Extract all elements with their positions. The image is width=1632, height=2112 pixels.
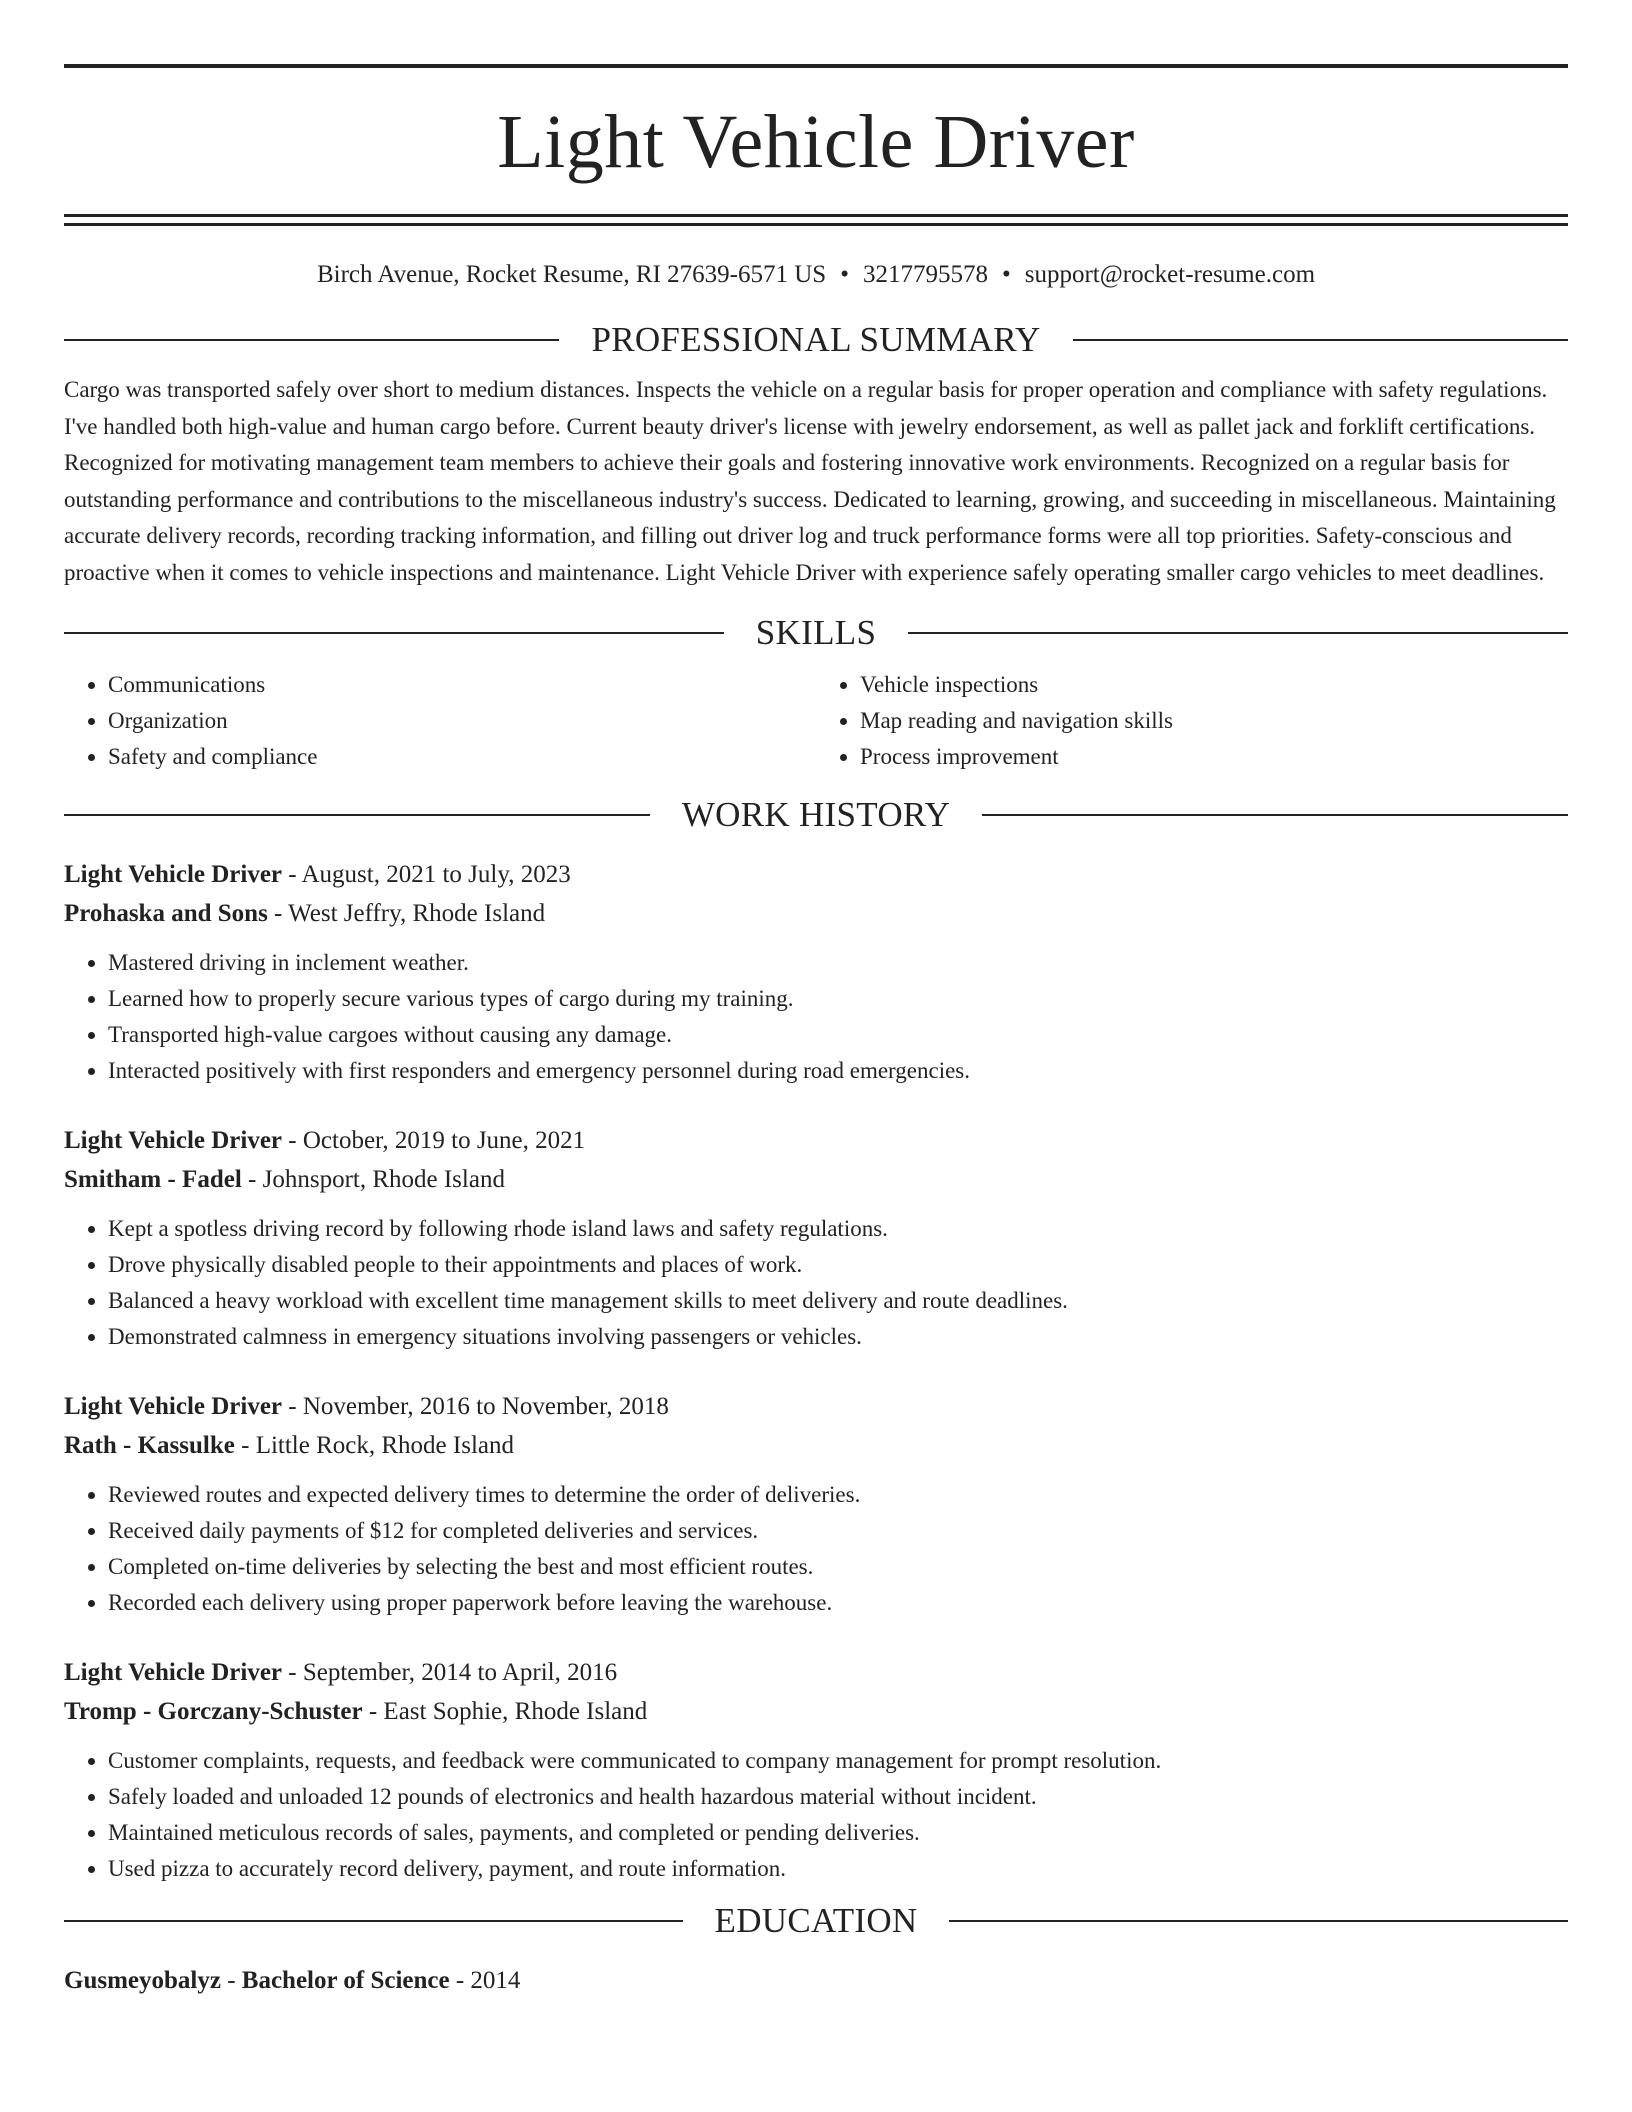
job-title-line [64,1387,1568,1426]
contact-separator: • [1001,261,1011,288]
job-entry [64,855,1568,1089]
job-company: Smitham - Fadel [64,1166,242,1193]
resume-title: Light Vehicle Driver [497,100,1135,184]
job-entry [64,1121,1568,1355]
resume-page [64,64,1568,2000]
job-bullet: • Used pizza to accurately record delivery, payment, and route information. [108,1851,1568,1887]
job-bullet: • Safely loaded and unloaded 12 pounds of electronics and health hazardous material without incident. [108,1779,1568,1815]
job-company: Prohaska and Sons [64,900,268,927]
heading-rule [908,632,1568,634]
job-dates: - September, 2014 to April, 2016 [282,1659,618,1686]
education-school: Gusmeyobalyz [64,1967,221,1994]
top-rule [64,64,1568,68]
job-role: Light Vehicle Driver [64,1659,283,1686]
job-bullet: • Transported high-value cargoes without causing any damage. [108,1017,1568,1053]
heading-rule [1073,339,1568,341]
job-title-line [64,1653,1568,1692]
job-bullet: • Mastered driving in inclement weather. [108,945,1568,981]
job-company-line [64,1160,1568,1199]
skill-item: • Safety and compliance [108,739,816,775]
job-title-line [64,1121,1568,1160]
job-bullet: • Customer complaints, requests, and feedback were communicated to company management for prompt resolution. [108,1743,1568,1779]
job-bullets [64,1743,1568,1887]
job-bullet: • Balanced a heavy workload with excellent time management skills to meet delivery and route deadlines. [108,1283,1568,1319]
skills-column-right [816,667,1568,775]
education-entry [64,1961,1568,2000]
section-title: WORK HISTORY [681,795,951,834]
job-entry [64,1653,1568,1887]
skill-item: • Communications [108,667,816,703]
skills-heading [64,613,1568,653]
section-title: SKILLS [755,613,877,652]
education-heading [64,1901,1568,1941]
summary-text: Cargo was transported safely over short to medium distances. Inspects the vehicle on a regular basis for proper operation and compliance with safety regulations. I've handled both high-value and human cargo before. Current beauty driver's license with jewelry endorsement, as well as pallet jack and forklift certifications. Recognized for motivating management team members to achieve their goals and fostering innovative work environments. Recognized on a regular basis for outstanding performance and contributions to the miscellaneous industry's success. Dedicated to learning, growing, and succeeding in miscellaneous. Maintaining accurate delivery records, recording tracking information, and filling out driver log and truck performance forms were all top priorities. Safety-conscious and proactive when it comes to vehicle inspections and maintenance. Light Vehicle Driver with experience safely operating smaller cargo vehicles to meet deadlines. [64,377,1556,585]
job-bullet: • Learned how to properly secure various types of cargo during my training. [108,981,1568,1017]
job-company: Tromp - Gorczany-Schuster [64,1698,363,1725]
job-entry [64,1387,1568,1621]
job-role: Light Vehicle Driver [64,1393,283,1420]
job-title-line [64,855,1568,894]
job-bullet: • Maintained meticulous records of sales, payments, and completed or pending deliveries. [108,1815,1568,1851]
job-bullets [64,1477,1568,1621]
job-bullet: • Kept a spotless driving record by following rhode island laws and safety regulations. [108,1211,1568,1247]
skill-item: • Organization [108,703,816,739]
section-title: PROFESSIONAL SUMMARY [591,320,1041,359]
section-title: EDUCATION [714,1901,918,1940]
skill-item: • Process improvement [860,739,1568,775]
summary-heading [64,320,1568,360]
skills-list [64,667,1568,775]
education-separator: - [220,1967,242,1994]
job-dates: - October, 2019 to June, 2021 [282,1127,586,1154]
job-bullets [64,1211,1568,1355]
heading-rule [64,1920,683,1922]
job-location: - East Sophie, Rhode Island [362,1698,648,1725]
job-role: Light Vehicle Driver [64,1127,283,1154]
contact-line [64,260,1568,290]
contact-phone: 3217795578 [862,261,988,288]
job-company-line [64,1692,1568,1731]
heading-rule [64,814,650,816]
job-bullet: • Reviewed routes and expected delivery times to determine the order of deliveries. [108,1477,1568,1513]
job-bullet: • Interacted positively with first responders and emergency personnel during road emergencies. [108,1053,1568,1089]
job-location: - Little Rock, Rhode Island [234,1432,514,1459]
job-company-line [64,894,1568,933]
skills-column-left [64,667,816,775]
education-degree: Bachelor of Science [241,1967,450,1994]
job-company-line [64,1426,1568,1465]
job-bullet: • Demonstrated calmness in emergency situations involving passengers or vehicles. [108,1319,1568,1355]
job-bullet: • Drove physically disabled people to their appointments and places of work. [108,1247,1568,1283]
job-dates: - August, 2021 to July, 2023 [282,861,571,888]
job-dates: - November, 2016 to November, 2018 [282,1393,669,1420]
job-location: - Johnsport, Rhode Island [241,1166,505,1193]
contact-address: Birch Avenue, Rocket Resume, RI 27639-6571 US [316,261,827,288]
title-double-rule [64,214,1568,226]
job-bullet: • Recorded each delivery using proper paperwork before leaving the warehouse. [108,1585,1568,1621]
education-year: - 2014 [449,1967,521,1994]
job-location: - West Jeffry, Rhode Island [267,900,546,927]
heading-rule [64,339,559,341]
job-role: Light Vehicle Driver [64,861,283,888]
heading-rule [64,632,724,634]
job-bullet: • Received daily payments of $12 for completed deliveries and services. [108,1513,1568,1549]
job-bullets [64,945,1568,1089]
contact-separator: • [840,261,849,288]
skill-item: • Map reading and navigation skills [860,703,1568,739]
work-history-heading [64,795,1568,835]
heading-rule [982,814,1568,816]
skill-item: • Vehicle inspections [860,667,1568,703]
job-company: Rath - Kassulke [64,1432,235,1459]
heading-rule [949,1920,1568,1922]
contact-email: support@rocket-resume.com [1024,261,1316,288]
job-bullet: • Completed on-time deliveries by selecting the best and most efficient routes. [108,1549,1568,1585]
